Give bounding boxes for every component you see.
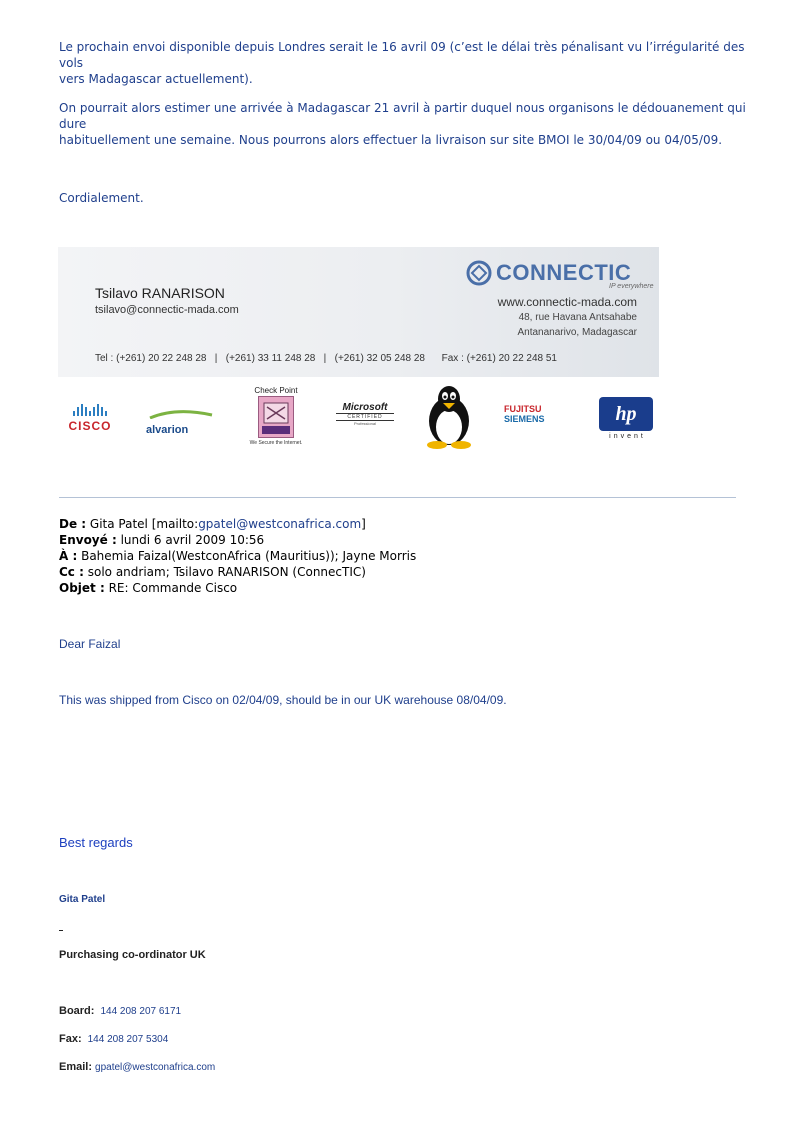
from-close: ] xyxy=(361,517,366,531)
checkpoint-title: Check Point xyxy=(254,386,298,395)
fujitsu-wordmark: FUJITSU xyxy=(504,404,542,414)
linux-tux-icon xyxy=(420,383,478,454)
email-value-link[interactable]: gpatel@westconafrica.com xyxy=(95,1062,216,1073)
siemens-wordmark: SIEMENS xyxy=(504,414,545,424)
sender-title-text: Purchasing co-ordinator UK xyxy=(59,949,206,961)
para1-line2: vers Madagascar actuellement). xyxy=(59,72,253,86)
microsoft-certified-logo xyxy=(336,402,394,426)
to-value: Bahemia Faizal(WestconAfrica (Mauritius)); Jayne Morris xyxy=(81,549,417,563)
email-label: Email: xyxy=(59,1061,93,1073)
sent-value: lundi 6 avril 2009 10:56 xyxy=(120,533,265,547)
connectic-globe-icon xyxy=(466,260,492,286)
signature-phones: Tel : (+261) 20 22 248 28 | (+261) 33 11 248 28 | (+261) 32 05 248 28 Fax : (+261) 20 22 248 51 xyxy=(95,353,557,364)
hp-emblem: hp xyxy=(599,397,653,431)
microsoft-professional-text: Professional xyxy=(353,421,376,426)
contact-board xyxy=(59,1005,181,1017)
signature-dash xyxy=(59,930,63,931)
signature-website[interactable]: www.connectic-mada.com xyxy=(497,295,637,309)
header-subject xyxy=(59,580,237,596)
checkpoint-logo xyxy=(243,386,309,446)
header-cc xyxy=(59,564,366,580)
to-label: À : xyxy=(59,549,78,563)
from-email-link[interactable]: gpatel@westconafrica.com xyxy=(198,517,362,531)
header-sent xyxy=(59,532,264,548)
contact-email xyxy=(59,1061,215,1073)
checkpoint-emblem-icon xyxy=(258,396,294,438)
header-from xyxy=(59,516,366,532)
para2-line2: habituellement une semaine. Nous pourrons alors effectuer la livraison sur site BMOI le 30/04/09 ou 04/05/09. xyxy=(59,133,723,147)
subject-value: RE: Commande Cisco xyxy=(108,581,238,595)
connectic-tagline: IP everywhere xyxy=(609,283,654,290)
message-body: This was shipped from Cisco on 02/04/09, should be in our UK warehouse 08/04/09. xyxy=(59,693,507,707)
hp-invent-text: invent xyxy=(609,433,646,440)
hp-logo xyxy=(599,397,656,440)
fujitsu-siemens-logo xyxy=(504,404,568,424)
cc-value: solo andriam; Tsilavo RANARISON (ConnecTIC) xyxy=(87,565,366,579)
signature-address-line2: Antananarivo, Madagascar xyxy=(517,327,637,338)
paragraph-shipping-delay xyxy=(59,39,749,87)
cc-label: Cc : xyxy=(59,565,84,579)
alvarion-logo xyxy=(146,406,216,436)
para1-line1: Le prochain envoi disponible depuis Londres serait le 16 avril 09 (c’est le délai très pénalisant vu l’irrégularité des vols xyxy=(59,40,745,70)
board-value: 144 208 207 6171 xyxy=(100,1006,182,1017)
signature-banner xyxy=(58,247,659,377)
cisco-logo xyxy=(62,404,118,433)
microsoft-certified-text: CERTIFIED xyxy=(336,413,394,421)
paragraph-delivery-estimate xyxy=(59,100,749,148)
greeting: Dear Faizal xyxy=(59,637,121,651)
signature-name: Tsilavo RANARISON xyxy=(95,285,225,301)
alvarion-wordmark: alvarion xyxy=(146,424,189,436)
board-label: Board: xyxy=(59,1005,95,1017)
sent-label: Envoyé : xyxy=(59,533,117,547)
connectic-logo xyxy=(466,260,631,286)
from-label: De : xyxy=(59,517,87,531)
subject-label: Objet : xyxy=(59,581,105,595)
para2-line1: On pourrait alors estimer une arrivée à Madagascar 21 avril à partir duquel nous organisons le dédouanement qui dure xyxy=(59,101,746,131)
closing-text: Cordialement. xyxy=(59,191,144,205)
best-regards: Best regards xyxy=(59,835,133,850)
cisco-bars-icon xyxy=(62,404,118,416)
contact-fax xyxy=(59,1033,168,1045)
fax-value: 144 208 207 5304 xyxy=(87,1034,169,1045)
connectic-wordmark: CONNECTIC xyxy=(496,260,632,285)
from-value: Gita Patel [mailto: xyxy=(89,517,199,531)
alvarion-swoosh-icon xyxy=(146,409,216,419)
signature-email[interactable]: tsilavo@connectic-mada.com xyxy=(95,304,239,316)
sender-title xyxy=(59,949,206,961)
cisco-wordmark: CISCO xyxy=(68,419,112,433)
header-divider xyxy=(59,497,736,498)
signature-address-line1: 48, rue Havana Antsahabe xyxy=(518,312,637,323)
header-to xyxy=(59,548,416,564)
fax-label: Fax: xyxy=(59,1033,82,1045)
microsoft-wordmark: Microsoft xyxy=(342,402,388,413)
checkpoint-slogan: We Secure the Internet. xyxy=(249,440,303,446)
sender-name: Gita Patel xyxy=(59,894,106,905)
